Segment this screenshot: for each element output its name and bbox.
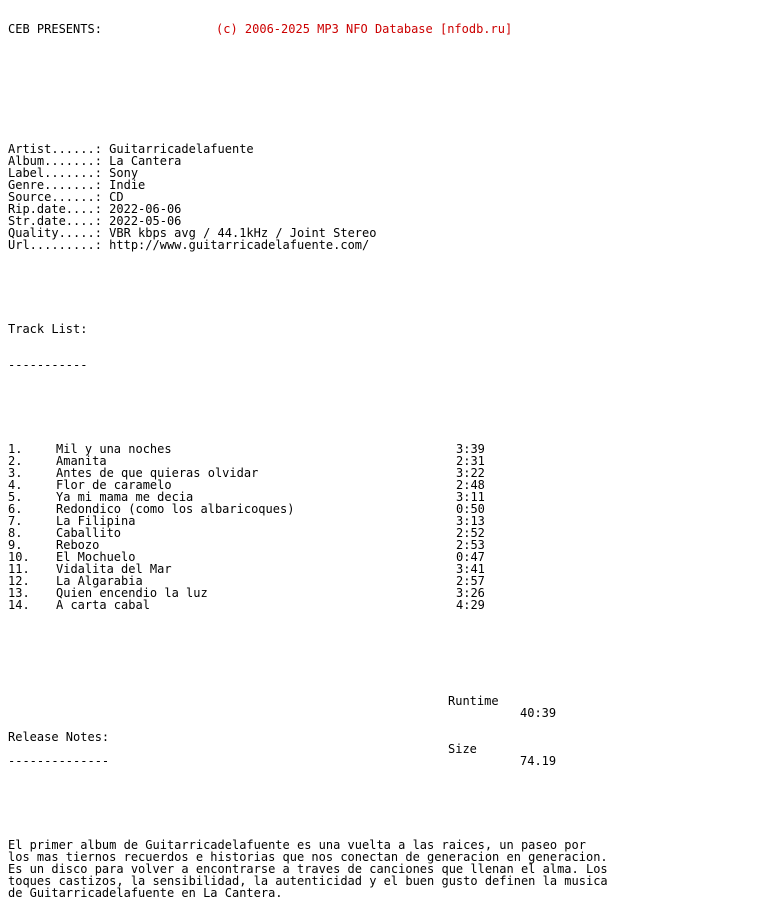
track-row [8,587,608,599]
runtime-value: 40:39 [520,706,557,720]
track-list [8,443,608,611]
info-value: Guitarricadelafuente [109,142,254,156]
track-duration: 2:48 [456,478,485,492]
track-number: 12. [8,574,30,588]
presenter-text: CEB PRESENTS: [8,22,102,36]
track-title: Amanita [56,454,107,468]
info-value: VBR kbps avg / 44.1kHz / Joint Stereo [109,226,377,240]
info-label: Url.........: [8,238,102,252]
blank-line [8,95,608,107]
track-number: 13. [8,586,30,600]
info-label: Source......: [8,190,102,204]
track-title: Quien encendio la luz [56,586,208,600]
track-duration: 0:47 [456,550,485,564]
blank-line [8,647,608,659]
info-label: Album.......: [8,154,102,168]
track-title: El Mochuelo [56,550,136,564]
track-duration: 2:53 [456,538,485,552]
blank-line [8,287,608,299]
track-title: Antes de que quieras olvidar [56,466,259,480]
track-title: A carta cabal [56,598,150,612]
track-title: La Algarabia [56,574,143,588]
track-row [8,575,608,587]
info-label: Rip.date....: [8,202,102,216]
track-number: 3. [8,466,23,480]
track-row [8,563,608,575]
track-number: 2. [8,454,23,468]
track-number: 7. [8,514,23,528]
info-line [8,239,608,251]
release-notes-rule: -------------- [8,754,110,768]
track-title: Redondico (como los albaricoques) [56,502,295,516]
track-duration: 3:13 [456,514,485,528]
track-number: 11. [8,562,30,576]
release-notes-heading: Release Notes: [8,730,110,744]
notes-heading-line [8,719,608,768]
track-duration: 3:41 [456,562,485,576]
track-title: Caballito [56,526,122,540]
size-label: Size [448,742,477,756]
track-title: Vidalita del Mar [56,562,172,576]
blank-line [8,59,608,71]
track-duration: 3:26 [456,586,485,600]
tracklist-heading: Track List: [8,322,88,336]
release-info [8,143,608,251]
info-value: Indie [109,178,146,192]
tracklist-rule: ----------- [8,358,88,372]
notes-line: los mas tiernos recuerdos e historias que nos conectan de generacion en generacion. [8,850,608,864]
track-number: 14. [8,598,30,612]
runtime-label: Runtime [448,694,499,708]
info-value: La Cantera [109,154,182,168]
track-number: 10. [8,550,30,564]
track-title: Rebozo [56,538,100,552]
info-value: CD [109,190,124,204]
track-number: 6. [8,502,23,516]
track-duration: 2:31 [456,454,485,468]
info-value: http://www.guitarricadelafuente.com/ [109,238,370,252]
notes-line: El primer album de Guitarricadelafuente es una vuelta a las raices, un paseo por [8,838,586,852]
track-number: 5. [8,490,23,504]
info-label: Quality.....: [8,226,102,240]
track-number: 8. [8,526,23,540]
track-duration: 2:52 [456,526,485,540]
track-row [8,599,608,611]
track-number: 9. [8,538,23,552]
runtime-line [8,683,608,720]
blank-line [8,395,608,407]
nfo-document [8,0,608,911]
blank-line [8,791,608,803]
info-label: Genre.......: [8,178,102,192]
track-number: 4. [8,478,23,492]
notes-line: de Guitarricadelafuente en La Cantera. [8,886,283,900]
track-duration: 4:29 [456,598,485,612]
track-duration: 2:57 [456,574,485,588]
track-title: La Filipina [56,514,136,528]
header-line [8,23,608,35]
info-value: Sony [109,166,139,180]
track-number: 1. [8,442,23,456]
track-title: Ya mi mama me decia [56,490,194,504]
size-value: 74.19 [520,754,557,768]
track-title: Flor de caramelo [56,478,172,492]
info-label: Artist......: [8,142,102,156]
info-value: 2022-05-06 [109,214,182,228]
info-value: 2022-06-06 [109,202,182,216]
notes-line: Es un disco para volver a encontrarse a traves de canciones que llenan el alma. Los [8,862,608,876]
track-duration: 0:50 [456,502,485,516]
track-duration: 3:39 [456,442,485,456]
track-duration: 3:11 [456,490,485,504]
info-label: Label.......: [8,166,102,180]
track-title: Mil y una noches [56,442,172,456]
track-duration: 3:22 [456,466,485,480]
nfodb-credit: (c) 2006-2025 MP3 NFO Database [nfodb.ru] [216,22,513,36]
notes-line: toques castizos, la sensibilidad, la autenticidad y el buen gusto definen la musica [8,874,608,888]
info-label: Str.date....: [8,214,102,228]
release-notes-text [8,839,608,899]
